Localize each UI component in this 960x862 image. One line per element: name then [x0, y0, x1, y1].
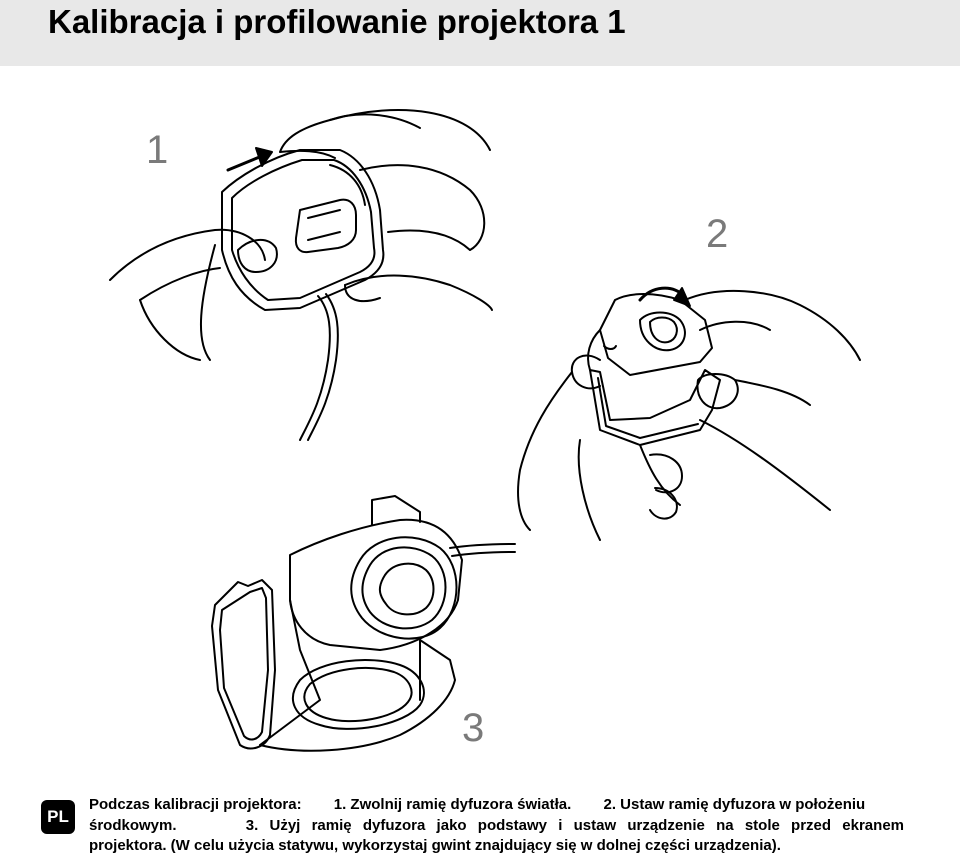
intro-text: Podczas kalibracji projektora:: [89, 796, 302, 813]
calibration-illustration: [0, 66, 960, 786]
step2-text-a: 2. Ustaw ramię dyfuzora w położeniu: [603, 796, 866, 813]
instructions-line-1: [89, 795, 904, 816]
step-number-2: 2: [706, 212, 729, 256]
step2-drawing: [518, 288, 860, 540]
instructions-line-2: [89, 816, 904, 837]
language-badge: PL: [41, 800, 75, 834]
step3-text-a: 3. Użyj ramię dyfuzora jako podstawy i ustaw urządzenie na stole przed ekranem: [245, 816, 904, 834]
step2-text-b: środkowym.: [89, 816, 177, 834]
instructions-text: [89, 795, 904, 857]
page-title: Kalibracja i profilowanie projektora 1: [48, 3, 626, 40]
step-number-3: 3: [462, 706, 485, 750]
step1-text: 1. Zwolnij ramię dyfuzora światła.: [333, 796, 572, 813]
header-bar: [0, 0, 960, 66]
step-number-1: 1: [146, 128, 169, 172]
instructions-line-3: projektora. (W celu użycia statywu, wykorzystaj gwint znajdujący się w dolnej części urządzenia).: [89, 837, 781, 854]
